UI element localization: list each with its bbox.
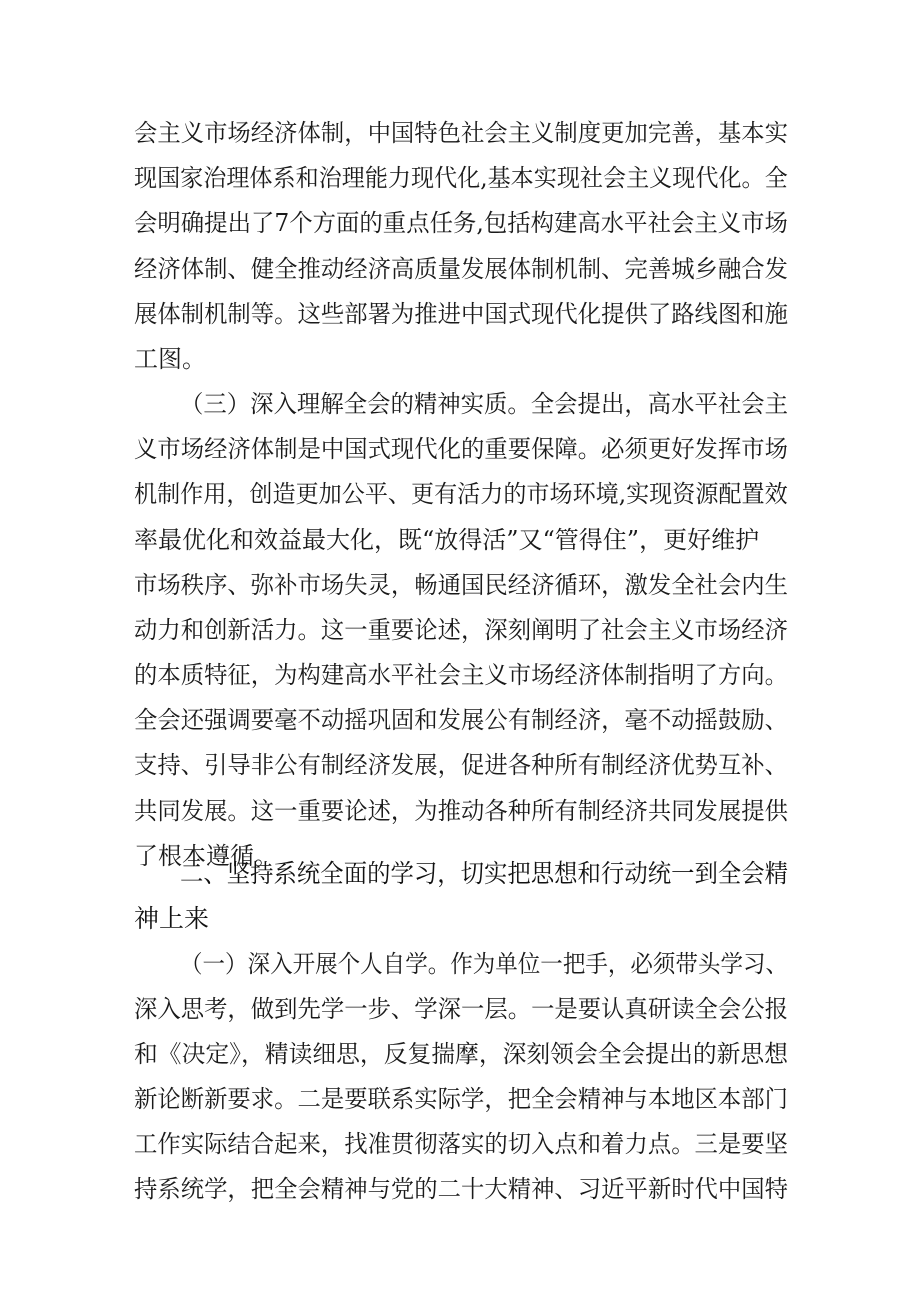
- text-line: [0, 742, 920, 788]
- line-text: 动力和创新活力。这一重要论述，深刻阐明了社会主义市场经济: [134, 616, 788, 644]
- text-line: [0, 652, 920, 698]
- line-text: 展体制机制等。这些部署为推进中国式现代化提供了路线图和施: [134, 300, 788, 328]
- section-heading-text: 二、坚持系统全面的学习，切实把思想和行动统一到全会精: [180, 859, 789, 888]
- line-text: 和《决定》，精读细思，反复揣摩，深刻领会全会提出的新思想: [134, 1040, 788, 1068]
- text-line: [0, 291, 920, 337]
- line-text: 机制作用，创造更加公平、更有活力的市场环境,实现资源配置效: [134, 480, 788, 508]
- line-text: 会主义市场经济体制，中国特色社会主义制度更加完善，基本实: [134, 119, 788, 147]
- text-line: [0, 517, 920, 563]
- line-text: 义市场经济体制是中国式现代化的重要保障。必须更好发挥市场: [134, 435, 788, 463]
- paragraph-first-line: [0, 381, 920, 427]
- text-line: [0, 788, 920, 834]
- text-line: [0, 607, 920, 653]
- text-line: [0, 1166, 920, 1212]
- text-line: [0, 426, 920, 472]
- text-line: [0, 697, 920, 743]
- line-text: 市场秩序、弥补市场失灵，畅通国民经济循环，激发全社会内生: [134, 571, 788, 599]
- paragraph-first-line: [0, 941, 920, 987]
- text-line: [0, 336, 920, 382]
- text-line: [0, 1076, 920, 1122]
- text-line: [0, 246, 920, 292]
- line-text: 支持、引导非公有制经济发展，促进各种所有制经济优势互补、: [134, 751, 788, 779]
- text-line: [0, 110, 920, 156]
- section-heading-line: [0, 896, 920, 942]
- text-line: [0, 155, 920, 201]
- line-text: 率最优化和效益最大化，既“放得活”又“管得住”，更好维护: [134, 526, 760, 554]
- line-text: 新论断新要求。二是要联系实际学，把全会精神与本地区本部门: [134, 1085, 788, 1113]
- text-line: [0, 986, 920, 1032]
- text-line: [0, 200, 920, 246]
- line-text: 工作实际结合起来，找准贯彻落实的切入点和着力点。三是要坚: [134, 1130, 788, 1158]
- line-text: 经济体制、健全推动经济高质量发展体制机制、完善城乡融合发: [134, 255, 788, 283]
- line-text: 的本质特征，为构建高水平社会主义市场经济体制指明了方向。: [134, 661, 788, 689]
- line-text: （一）深入开展个人自学。作为单位一把手，必须带头学习、: [180, 950, 789, 978]
- text-line: [0, 562, 920, 608]
- line-text: 持系统学，把全会精神与党的二十大精神、习近平新时代中国特: [134, 1175, 788, 1203]
- line-text: 了根本遵循。: [134, 842, 278, 870]
- section-heading-line: [0, 851, 920, 897]
- line-text: 全会还强调要毫不动摇巩固和发展公有制经济，毫不动摇鼓励、: [134, 706, 788, 734]
- text-line: [0, 471, 920, 517]
- line-text: 共同发展。这一重要论述，为推动各种所有制经济共同发展提供: [134, 797, 788, 825]
- line-text: 深入思考，做到先学一步、学深一层。一是要认真研读全会公报: [134, 995, 788, 1023]
- section-heading-text: 神上来: [134, 904, 210, 933]
- line-text: 会明确提出了7个方面的重点任务,包括构建高水平社会主义市场: [134, 209, 788, 237]
- line-text: 工图。: [134, 345, 206, 373]
- text-line: [0, 1031, 920, 1077]
- line-text: （三）深入理解全会的精神实质。全会提出，高水平社会主: [180, 390, 789, 418]
- line-text: 现国家治理体系和治理能力现代化,基本实现社会主义现代化。全: [134, 164, 788, 192]
- text-line: [0, 1121, 920, 1167]
